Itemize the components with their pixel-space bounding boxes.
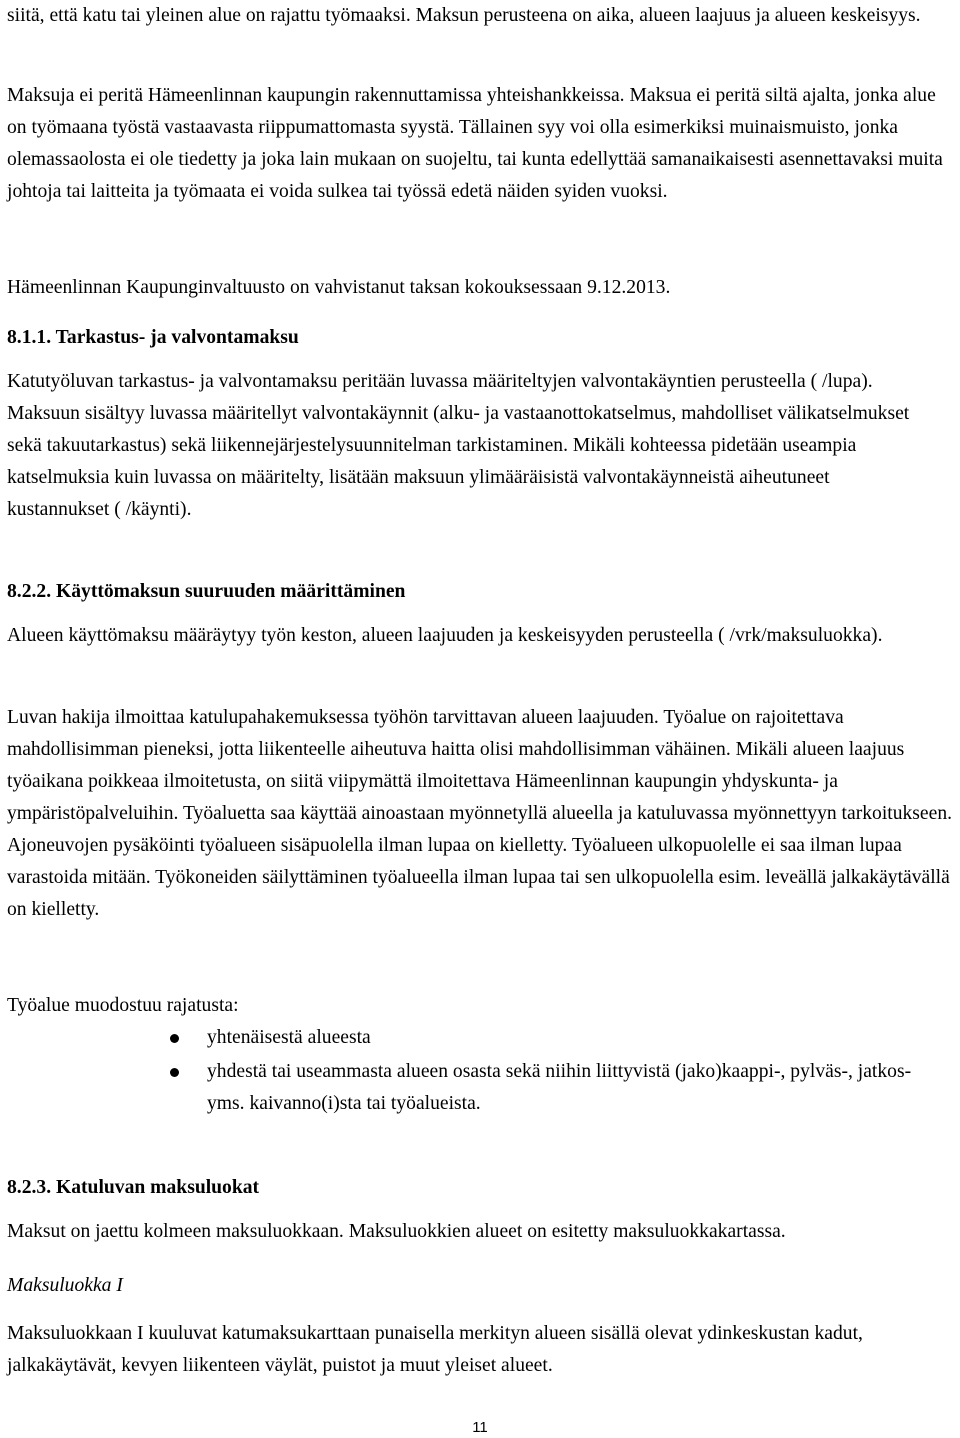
work-area-list — [7, 1022, 957, 1120]
paragraph-council-approval: Hämeenlinnan Kaupunginvaltuusto on vahvistanut taksan kokouksessaan 9.12.2013. — [7, 277, 671, 298]
subheading-fee-class-1: Maksuluokka I — [7, 1275, 123, 1296]
list-item — [7, 1022, 957, 1054]
page-number: 11 — [472, 1419, 488, 1436]
paragraph-work-area-intro: Työalue muodostuu rajatusta: — [7, 995, 239, 1016]
heading-inspection-fee: 8.1.1. Tarkastus- ja valvontamaksu — [7, 327, 299, 348]
paragraph-area-definition: siitä, että katu tai yleinen alue on rajattu työmaaksi. Maksun perusteena on aika, alueen laajuus ja alueen keskeisyys. — [7, 5, 921, 26]
list-item-text: yhdestä tai useammasta alueen osasta sekä niihin liittyvistä (jako)kaappi-, pylväs-, jatkos- yms. kaivanno(i)sta tai työalueista. — [207, 1061, 912, 1114]
heading-fee-classes: 8.2.3. Katuluvan maksuluokat — [7, 1177, 260, 1198]
paragraph-exemptions: Maksuja ei peritä Hämeenlinnan kaupungin rakennuttamissa yhteishankkeissa. Maksua ei peritä siltä ajalta, jonka alue on työmaana työstä vastaavasta riippumattomasta syystä. Tällainen syy voi olla esimerkiksi muinaismuisto, jonka olemassaolosta ei ole tiedetty ja joka lain mukaan on suojeltu, tai kunta edellyttää samanaikaisesti asennettavaksi muita johtoja tai laitteita ja työmaata ei voida sulkea tai työssä edetä näiden syiden vuoksi. — [7, 85, 943, 202]
list-item-text: yhtenäisestä alueesta — [207, 1027, 371, 1048]
paragraph-usage-fee: Alueen käyttömaksu määräytyy työn keston, alueen laajuuden ja keskeisyyden perusteella ( /vrk/maksuluokka). — [7, 625, 883, 646]
paragraph-inspection-fee: Katutyöluvan tarkastus- ja valvontamaksu peritään luvassa määriteltyjen valvontakäyntien perusteella ( /lupa). Maksuun sisältyy luvassa määritellyt valvontakäynnit (alku- ja vastaanottokatselmus, mahdolliset välikatselmukset sekä takuutarkastus) sekä liikennejärjestelysuunnitelman tarkistaminen. Mikäli kohteessa pidetään useampia katselmuksia kuin luvassa on määritelty, lisätään maksuun ylimääräisistä valvontakäynneistä aiheutuneet kustannukset ( /käynti). — [7, 371, 910, 520]
heading-usage-fee: 8.2.2. Käyttömaksun suuruuden määrittäminen — [7, 581, 406, 602]
paragraph-fee-classes: Maksut on jaettu kolmeen maksuluokkaan. Maksuluokkien alueet on esitetty maksuluokkakartassa. — [7, 1221, 786, 1242]
bullet-icon — [170, 1034, 179, 1043]
paragraph-fee-class-1: Maksuluokkaan I kuuluvat katumaksukarttaan punaisella merkityn alueen sisällä olevat ydinkeskustan kadut, jalkakäytävät, kevyen liikenteen väylät, puistot ja muut yleiset alueet. — [7, 1323, 863, 1376]
bullet-icon — [170, 1068, 179, 1077]
paragraph-applicant-duties: Luvan hakija ilmoittaa katulupahakemuksessa työhön tarvittavan alueen laajuuden. Työalue on rajoitettava mahdollisimman pieneksi, jotta liikenteelle aiheutuva haitta olisi mahdollisimman vähäinen. Mikäli alueen laajuus työaikana poikkeaa ilmoitetusta, on siitä viipymättä ilmoitettava Hämeenlinnan kaupungin yhdyskunta- ja ympäristöpalveluihin. Työaluetta saa käyttää ainoastaan myönnetyllä alueella ja katuluvassa myönnettyyn tarkoitukseen. Ajoneuvojen pysäköinti työalueen sisäpuolella ilman lupaa on kielletty. Työalueen ulkopuolelle ei saa ilman lupaa varastoida mitään. Työkoneiden säilyttäminen työalueella ilman lupaa tai sen ulkopuolella esim. leveällä jalkakäytävällä on kielletty. — [7, 707, 953, 920]
list-item — [7, 1056, 917, 1120]
